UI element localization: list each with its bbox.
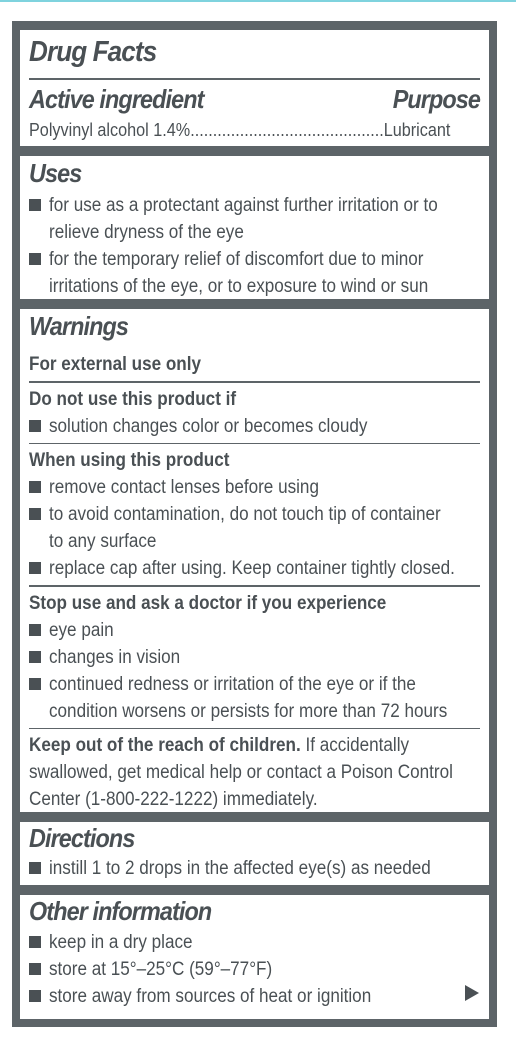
- keep-out-bold: Keep out of the reach of children.: [29, 735, 301, 756]
- right-triangle-arrow-icon: [465, 985, 479, 1001]
- keep-out-line-1: [29, 732, 435, 759]
- purpose-heading: Purpose: [392, 84, 480, 114]
- list-item: continued redness or irritation of the eye or if the: [29, 671, 480, 698]
- title-rule: [29, 78, 480, 80]
- list-item-continued: irritations of the eye, or to exposure to wind or sun: [49, 276, 429, 297]
- external-use-note: For external use only: [29, 354, 202, 375]
- list-item: store at 15°–25°C (59°–77°F): [29, 956, 407, 983]
- uses-heading: Uses: [29, 158, 82, 188]
- when-using-heading: When using this product: [29, 450, 230, 471]
- other-information-heading: Other information: [29, 896, 212, 926]
- bullet-square-icon: [29, 508, 41, 520]
- list-item: changes in vision: [29, 644, 480, 671]
- ingredient-purpose: Lubricant: [383, 120, 451, 140]
- bullet-square-icon: [29, 562, 41, 574]
- keep-out-line-3: Center (1-800-222-1222) immediately.: [29, 789, 318, 810]
- section-divider: [29, 585, 480, 587]
- bullet-square-icon: [29, 420, 41, 432]
- list-item-continued: condition worsens or persists for more than 72 hours: [49, 700, 448, 722]
- uses-list: [29, 192, 481, 300]
- stop-use-heading: Stop use and ask a doctor if you experience: [29, 592, 387, 614]
- do-not-use-heading: Do not use this product if: [29, 388, 237, 410]
- list-item: solution changes color or becomes cloudy: [29, 413, 480, 440]
- bullet-square-icon: [29, 963, 41, 975]
- list-item: for use as a protectant against further irritation or to: [29, 192, 481, 219]
- list-item: for the temporary relief of discomfort due to minor: [29, 246, 481, 273]
- list-item: store away from sources of heat or ignition: [29, 983, 407, 1010]
- bullet-square-icon: [29, 990, 41, 1002]
- active-ingredient-heading: Active ingredient: [29, 84, 204, 114]
- directions-list: [29, 855, 473, 882]
- list-item: instill 1 to 2 drops in the affected eye(s) as needed: [29, 855, 473, 882]
- bullet-square-icon: [29, 624, 41, 636]
- top-accent-line: [0, 0, 516, 2]
- bullet-square-icon: [29, 678, 41, 690]
- panel-drug-facts: [20, 30, 489, 146]
- panel-warnings: [20, 309, 489, 812]
- keep-out-text: If accidentally: [305, 735, 410, 756]
- list-item: eye pain: [29, 617, 480, 644]
- bullet-square-icon: [29, 862, 41, 874]
- panel-directions: [20, 822, 489, 885]
- section-divider: [29, 728, 480, 730]
- bullet-square-icon: [29, 481, 41, 493]
- keep-out-line-2: swallowed, get medical help or contact a Poison Control: [29, 762, 453, 783]
- list-item-continued: relieve dryness of the eye: [49, 222, 244, 243]
- active-ingredient-line: [29, 117, 479, 144]
- bullet-square-icon: [29, 651, 41, 663]
- panel-uses: [20, 156, 489, 299]
- bullet-square-icon: [29, 936, 41, 948]
- directions-heading: Directions: [29, 823, 135, 853]
- list-item: replace cap after using. Keep container tightly closed.: [29, 555, 480, 582]
- other-information-list: [29, 929, 407, 1010]
- list-item: to avoid contamination, do not touch tip of container: [29, 501, 480, 528]
- warnings-heading: Warnings: [29, 311, 128, 341]
- leader-dots: ...........................................: [190, 120, 384, 140]
- list-item: remove contact lenses before using: [29, 474, 480, 501]
- bullet-square-icon: [29, 199, 41, 211]
- drug-facts-label: [12, 21, 497, 1027]
- panel-other-information: [20, 895, 489, 1019]
- section-divider: [29, 443, 480, 445]
- section-divider: [29, 381, 480, 383]
- list-item-continued: to any surface: [49, 531, 157, 552]
- bullet-square-icon: [29, 253, 41, 265]
- list-item: keep in a dry place: [29, 929, 407, 956]
- drug-facts-title: Drug Facts: [29, 36, 157, 68]
- warnings-body: [29, 351, 480, 813]
- ingredient-name: Polyvinyl alcohol 1.4%: [29, 120, 191, 140]
